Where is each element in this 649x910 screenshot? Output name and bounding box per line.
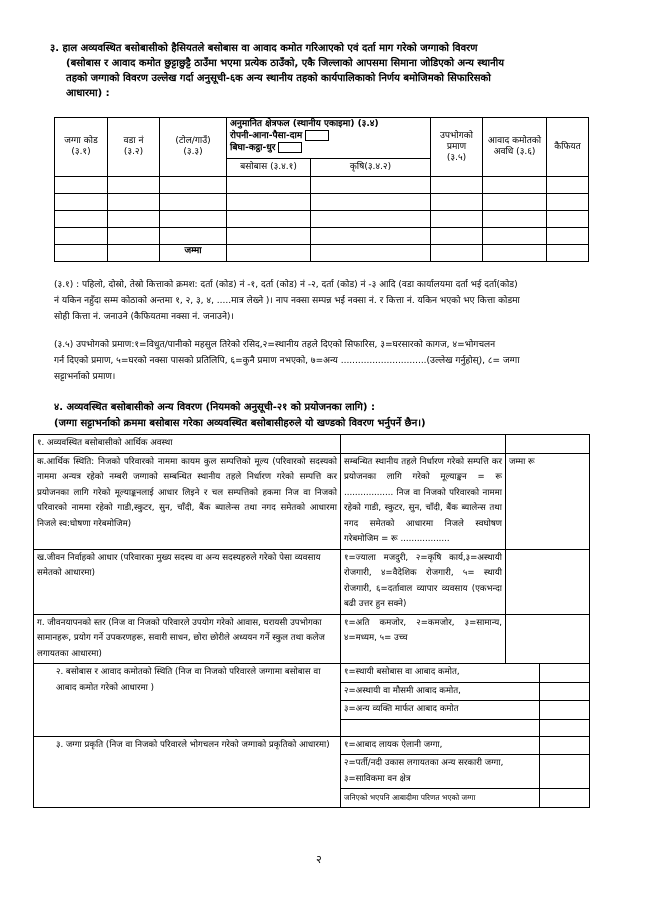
- land-nature-option-2: २=पर्ती/नदी उकास लगायतका अन्य सरकारी जग्गा, ३=साविकमा वन क्षेत्र: [341, 755, 540, 789]
- note-3-5: (३.५) उपभोगको प्रमाण:१=विधुत/पानीको महसुल तिरेको रसिद,२=स्थानीय तहले दिएको सिफारिस, ३=घरसारको कागज, ४=भोगचलन गर्न दिएको प्रमाण, ५=घरको नक्सा पासको प्रतिलिपि, ६=कुनै प्रमाण नभएको, ७=अन्य ..............................(उल्लेख गर्नुहोस्), ८= जग्गा सट्टाभर्नाको प्रमाण।: [54, 340, 520, 382]
- table-row[interactable]: [55, 194, 589, 211]
- ward-header: वडा नं (३.२): [108, 118, 160, 177]
- economic-status-label: १. अव्यवस्थित बसोबासीको आर्थिक अवस्था: [34, 435, 341, 454]
- section-4-title: ४. अव्यवस्थित बसोबासीको अन्य विवरण (नियमको अनुसूची-२१ को प्रयोजनका लागि) :: [54, 402, 375, 413]
- note-3-1: (३.१) : पहिलो, दोस्रो, तेस्रो कित्ताको क्रमश: दर्ता (कोड) नं -१, दर्ता (कोड) नं -२, दर्ता (कोड) नं -३ आदि (वडा कार्यालयमा दर्ता भई दर्ता(कोड) नं यकिन नहुँदा सम्म कोठाको अन्तमा १, २, ३, ४, .....मात्र लेख्ने )। नाप नक्सा सम्पन्न भई नक्सा नं. र कित्ता नं. यकिन भएको भए कित्ता कोडमा सोही कित्ता नं. जनाउने (कैफियतमा नक्सा नं. जनाउने)।: [54, 280, 520, 322]
- livelihood-options: १=ज्याला मजदुरी, २=कृषि कार्य,३=अस्थायी रोजगारी, ४=वैदेशिक रोजगारी, ५= स्थायी रोजगारी, ६=दर्तावाल व्यापार व्यवसाय (एकभन्दा बढी उत्तर हुन सक्ने): [341, 549, 506, 614]
- settlement-option-1: १=स्थायी बसोबास वा आबाद कमोत,: [341, 664, 540, 683]
- land-nature-label: ३. जग्गा प्रकृति (निज वा निजको परिवारले भोगचलन गरेको जग्गाको प्रकृतिको आधारमा): [34, 736, 341, 807]
- ka-row[interactable]: [34, 453, 590, 549]
- section-4-heading: [54, 400, 614, 432]
- land-nature-row[interactable]: [34, 736, 590, 755]
- land-details-table: [54, 117, 589, 262]
- settlement-option-3: ३=अन्य व्यक्ति मार्फत आबाद कमोत: [341, 701, 540, 720]
- settlement-option-2: २=अस्थायी वा मौसमी आबाद कमोत,: [341, 682, 540, 701]
- ropani-unit-box[interactable]: [305, 130, 329, 141]
- page-number: २: [316, 853, 322, 866]
- living-standard-label: ग. जीवनयापनको स्तर (निज वा निजको परिवारले उपयोग गरेको आवास, घरायसी उपभोगका सामानहरू, प्रयोग गर्ने उपकरणहरू, सवारी साधन, छोरा छोरीले अध्ययन गर्ने स्कुल तथा कलेज लगायतका आधारमा): [34, 614, 341, 664]
- section-3-line-4: आधारमा) :: [66, 88, 110, 99]
- living-standard-options: १=अति कमजोर, २=कमजोर, ३=सामान्य, ४=मध्यम, ५= उच्च: [341, 614, 506, 664]
- kha-row[interactable]: [34, 549, 590, 614]
- section-3-line-3: तहको जग्गाको विवरण उल्लेख गर्दा अनुसूची-६क अन्य स्थानीय तहको कार्यपालिकाको निर्णय बमोजिमको सिफारिसको: [66, 73, 491, 84]
- section-3-line-1: ३. हाल अव्यवस्थित बसोबासीको हैसियतले बसोबास वा आवाद कमोत गरिआएको एवं दर्ता माग गरेको जग्गाको विवरण: [50, 43, 478, 54]
- table-row[interactable]: [55, 177, 589, 194]
- land-code-header: जग्गा कोड (३.१): [55, 118, 108, 177]
- other-details-table: [33, 434, 590, 808]
- livelihood-label: ख.जीवन निर्वाहको आधार (परिवारका मुख्य सदस्य वा अन्य सदस्यहरुले गरेको पेसा व्यवसाय समेतको आधारमा): [34, 549, 341, 614]
- krishi-header: कृषि(३.४.२): [311, 158, 431, 176]
- land-nature-option-1: १=आबाद लायक ऐलानी जग्गा,: [341, 736, 540, 755]
- total-label: जम्मा: [160, 245, 227, 262]
- table-row[interactable]: [55, 228, 589, 245]
- area-header: अनुमानित क्षेत्रफल (स्थानीय एकाइमा) (३.४) रोपनी-आना-पैसा-दाम बिघा-कट्ठा-धुर: [227, 118, 431, 159]
- land-nature-option-3: जनिएको भएपनि आबादीमा परिणत भएको जग्गा: [341, 789, 540, 808]
- proof-header: उपभोगको प्रमाण (३.५): [431, 118, 483, 177]
- remarks-header: कैफियत: [547, 118, 589, 177]
- table-total-row[interactable]: [55, 245, 589, 262]
- settlement-status-label: २. बसोबास र आवाद कमोतको स्थिति (निज वा निजको परिवारले जग्गामा बसोबास वा आबाद कमोत गरेको आधारमा ): [34, 664, 341, 737]
- section-3-heading: [50, 41, 610, 101]
- bigha-unit-box[interactable]: [278, 142, 302, 153]
- table-row[interactable]: [55, 211, 589, 228]
- tol-header: (टोल/गाउँ) (३.३): [160, 118, 227, 177]
- settlement-status-row[interactable]: [34, 664, 590, 683]
- basobas-header: बसोबास (३.४.१): [227, 158, 311, 176]
- period-header: आवाद कमोतको अवधि (३.६): [483, 118, 547, 177]
- section-3-line-2: (बसोबास र आवाद कमोत छुट्टाछुट्टै ठाउँमा भएमा प्रत्येक ठाउँको, एकै जिल्लाको आपसमा सिमाना जोडिएको अन्य स्थानीय: [66, 58, 505, 69]
- total-amount-field[interactable]: जम्मा रू: [506, 453, 590, 549]
- ga-row[interactable]: [34, 614, 590, 664]
- section-4-subtitle: (जग्गा सट्टाभर्नाको क्रममा बसोबास गरेका अव्यवस्थित बसोबासीहरुले यो खण्डको विवरण भर्नुपर्ने छैन।): [54, 418, 426, 429]
- economic-condition-label: क.आर्थिक स्थिति: निजको परिवारको नाममा कायम कुल सम्पत्तिको मूल्य (परिवारको सदस्यको नाममा अन्यत्र रहेको नम्बरी जग्गाको सम्बन्धित स्थानीय तहले निर्धारण गरेको सम्पत्ति कर प्रयोजनका लागि गरेको मूल्याङ्कनलाई आधार लिइने र चल सम्पत्तिको हकमा निज वा निजको परिवारको नाममा रहेको गाडी,स्कुटर, सुन, चाँदी, बैंक ब्यालेन्स तथा नगद समेतको आधारमा निजले स्व:घोषणा गरेबमोजिम): [34, 453, 341, 549]
- table-header-row: [55, 118, 589, 159]
- economic-condition-options: सम्बन्धित स्थानीय तहले निर्धारण गरेको सम्पत्ति कर प्रयोजनका लागि गरेको मूल्याङ्कन = रू .................. निज वा निजको परिवारको नाममा रहेको गाडी, स्कुटर, सुन, चाँदी, बैंक ब्यालेन्स तथा नगद समेतको आधारमा निजले स्वघोषण गरेबमोजिम = रू ..................: [341, 453, 506, 549]
- economic-status-row: [34, 435, 590, 454]
